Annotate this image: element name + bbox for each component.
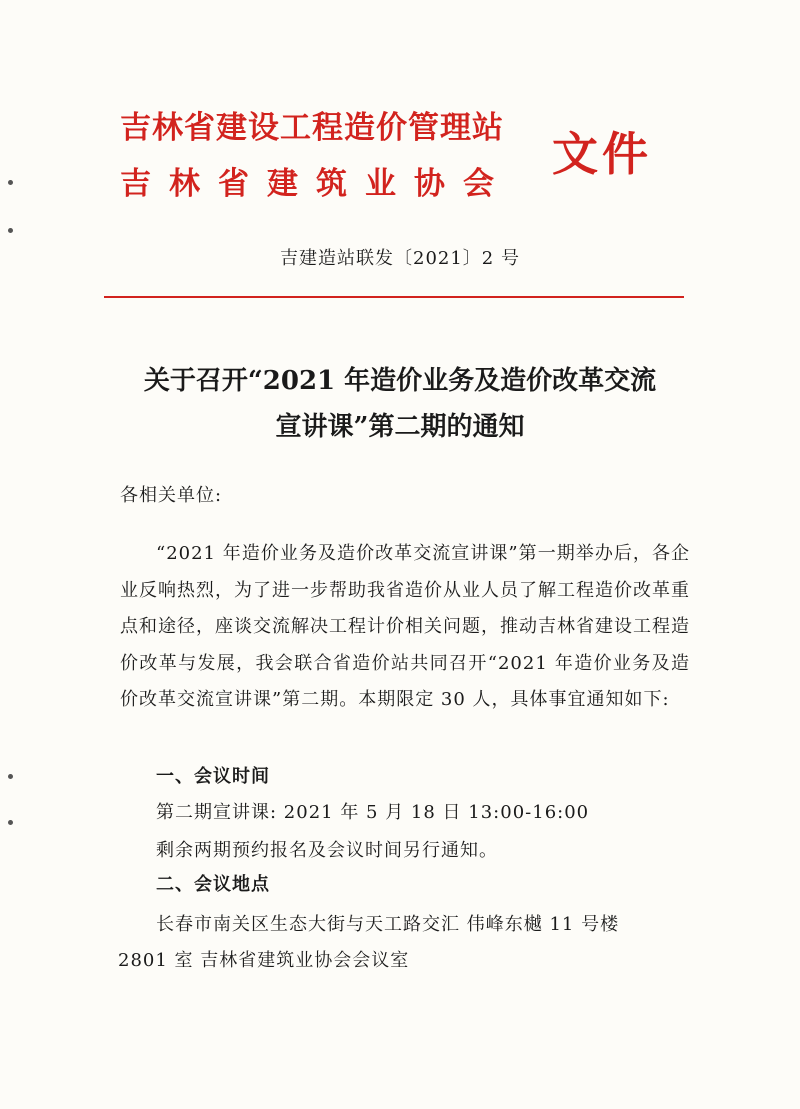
binding-hole-mark <box>8 180 13 185</box>
meeting-location-line-2: 2801 室 吉林省建筑业协会会议室 <box>118 950 410 971</box>
red-divider <box>104 296 684 298</box>
document-title <box>0 358 800 450</box>
intro-paragraph: “2021 年造价业务及造价改革交流宣讲课”第一期举办后，各企业反响热烈，为了进一步帮助我省造价从业人员了解工程造价改革重点和途径，座谈交流解决工程计价相关问题，推动吉林省建设工程造价改革与发展，我会联合省造价站共同召开“2021 年造价业务及造价改革交流宣讲课”第二期。本期限定 30 人，具体事宜通知如下: <box>120 543 690 710</box>
salutation: 各相关单位: <box>120 485 223 506</box>
file-label: 文件 <box>552 127 652 181</box>
meeting-time-note: 剩余两期预约报名及会议时间另行通知。 <box>156 840 498 861</box>
title-line-2: 宣讲课”第二期的通知 <box>275 412 525 442</box>
section-2-heading: 二、会议地点 <box>156 874 270 895</box>
binding-hole-mark <box>8 820 13 825</box>
binding-hole-mark <box>8 228 13 233</box>
issuing-org-1: 吉林省建设工程造价管理站 <box>120 110 504 146</box>
binding-hole-mark <box>8 774 13 779</box>
meeting-location-line-1: 长春市南关区生态大街与天工路交汇 伟峰东樾 11 号楼 <box>156 914 620 935</box>
meeting-time: 第二期宣讲课: 2021 年 5 月 18 日 13:00-16:00 <box>156 802 590 823</box>
title-line-1: 关于召开“2021 年造价业务及造价改革交流 <box>143 366 657 396</box>
document-number: 吉建造站联发〔2021〕2 号 <box>280 248 520 269</box>
issuing-org-2: 吉林省建筑业协会 <box>120 166 512 202</box>
section-1-heading: 一、会议时间 <box>156 766 270 787</box>
